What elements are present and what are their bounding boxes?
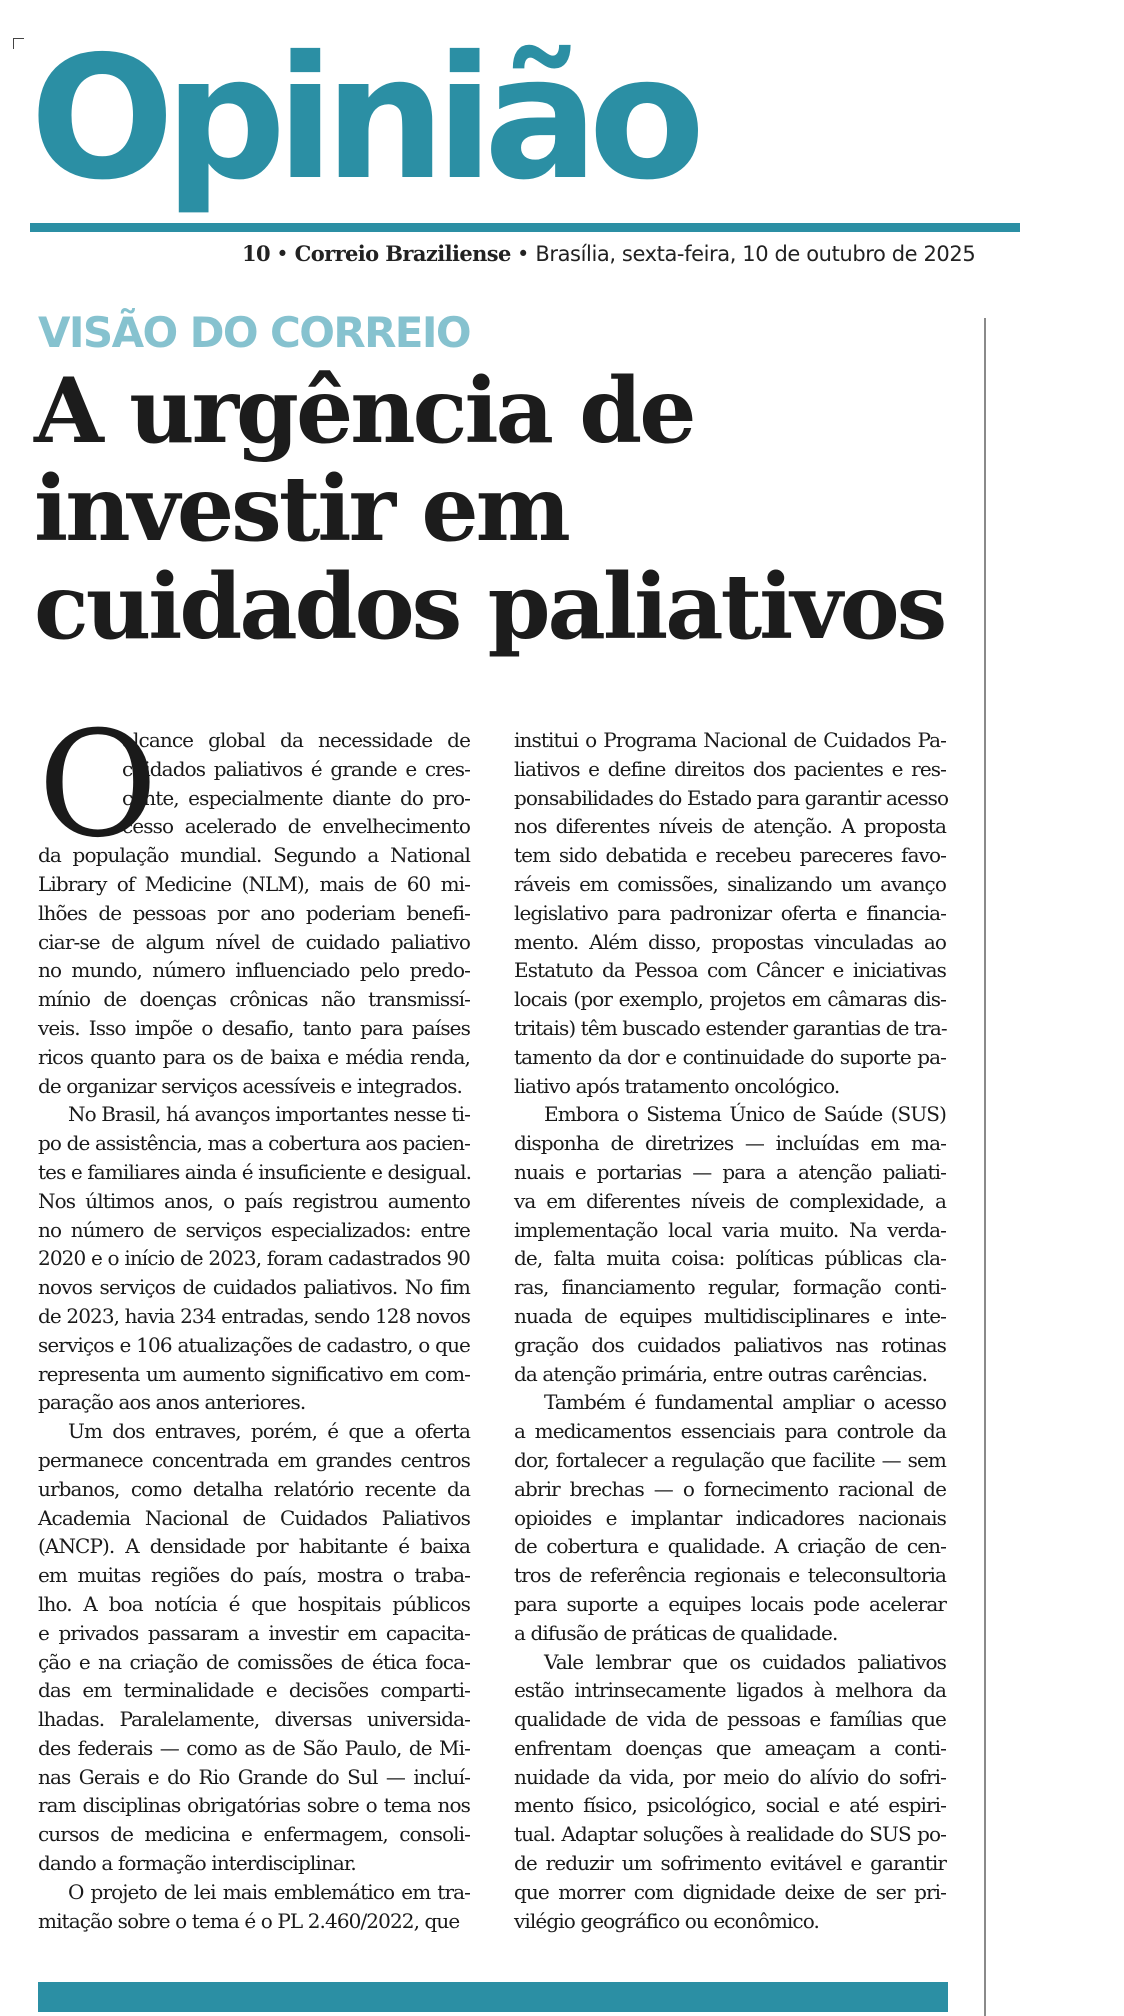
text-line: dor, fortalecer a regulação que facilite — sem	[514, 1447, 946, 1472]
section-title: Opinião	[30, 20, 696, 218]
text-line: mento físico, psicológico, social e até espiri-	[514, 1793, 946, 1818]
kicker: VISÃO DO CORREIO	[38, 308, 471, 357]
text-line: va em diferentes níveis de complexidade, a	[514, 1188, 946, 1213]
drop-cap: O	[38, 700, 158, 870]
newspaper-name: Correio Braziliense	[294, 241, 511, 266]
text-line: locais (por exemplo, projetos em câmaras dis-	[514, 987, 946, 1012]
text-line: liativo após tratamento oncológico.	[514, 1073, 840, 1098]
text-line: disponha de diretrizes — incluídas em ma-	[514, 1131, 946, 1156]
text-line: de cobertura e qualidade. A criação de cen-	[514, 1534, 946, 1559]
dateline	[230, 236, 983, 272]
text-line: para suporte a equipes locais pode acelerar	[514, 1591, 946, 1616]
text-line: mitação sobre o tema é o PL 2.460/2022, que	[38, 1908, 460, 1933]
text-line: nas Gerais e do Rio Grande do Sul — incluí-	[38, 1764, 470, 1789]
text-line: em muitas regiões do país, mostra o traba-	[38, 1563, 470, 1588]
text-line: opioides e implantar indicadores nacionais	[514, 1505, 946, 1530]
text-line: tros de referência regionais e teleconsultoria	[514, 1563, 946, 1588]
text-line: ponsabilidades do Estado para garantir acesso	[514, 785, 949, 810]
text-line: 2020 e o início de 2023, foram cadastrados 90	[38, 1246, 470, 1271]
text-line: liativos e define direitos dos pacientes e res-	[514, 756, 946, 781]
column-divider	[984, 318, 986, 2016]
text-line: abrir brechas — o fornecimento racional de	[514, 1476, 946, 1501]
text-line: implementação local varia muito. Na verda-	[514, 1217, 946, 1242]
text-line: Estatuto da Pessoa com Câncer e iniciativas	[514, 958, 946, 983]
text-line: cursos de medicina e enfermagem, consoli-	[38, 1822, 470, 1847]
text-line: que morrer com dignidade deixe de ser pri-	[514, 1879, 946, 1904]
text-line: cesso acelerado de envelhecimento	[122, 814, 470, 839]
text-line: tes e familiares ainda é insuficiente e desigual.	[38, 1159, 472, 1184]
text-line: mínio de doenças crônicas não transmissí-	[38, 987, 470, 1012]
text-line: nuidade da vida, por meio do alívio do sofri-	[514, 1764, 946, 1789]
dateline-separator: •	[510, 242, 536, 266]
text-line: lho. A boa notícia é que hospitais públicos	[38, 1591, 470, 1616]
text-line: de reduzir um sofrimento evitável e garantir	[514, 1851, 946, 1876]
text-line: lhadas. Paralelamente, diversas universida-	[38, 1707, 470, 1732]
text-line: Academia Nacional de Cuidados Paliativos	[38, 1505, 470, 1530]
text-line: nos diferentes níveis de atenção. A proposta	[514, 814, 946, 839]
text-line: da atenção primária, entre outras carências.	[514, 1361, 928, 1386]
text-line: ção e na criação de comissões de ética foca-	[38, 1649, 470, 1674]
text-line: No Brasil, há avanços importantes nesse ti-	[68, 1102, 470, 1127]
text-line: tem sido debatida e recebeu pareceres favo-	[514, 843, 946, 868]
text-line: ciar-se de algum nível de cuidado paliativo	[38, 929, 470, 954]
masthead	[30, 20, 1020, 266]
text-line: cuidados paliativos é grande e cres-	[122, 756, 470, 781]
text-line: mento. Além disso, propostas vinculadas ao	[514, 929, 946, 954]
text-line: a difusão de práticas de qualidade.	[514, 1620, 838, 1645]
text-line: veis. Isso impõe o desafio, tanto para países	[38, 1015, 470, 1040]
text-line: (ANCP). A densidade por habitante é baixa	[38, 1534, 470, 1559]
text-line: permanece concentrada em grandes centros	[38, 1447, 470, 1472]
text-line: ricos quanto para os de baixa e média renda,	[38, 1044, 470, 1069]
text-line: nuais e portarias — para a atenção paliati-	[514, 1159, 946, 1184]
text-line: de 2023, havia 234 entradas, sendo 128 novos	[38, 1303, 470, 1328]
page-number: 10	[242, 241, 271, 266]
article-column-left	[38, 700, 472, 1935]
text-line: vilégio geográfico ou econômico.	[514, 1908, 819, 1933]
text-line: Um dos entraves, porém, é que a oferta	[68, 1419, 470, 1444]
text-line: novos serviços de cuidados paliativos. No fim	[38, 1275, 470, 1300]
text-line: institui o Programa Nacional de Cuidados Pa-	[514, 728, 946, 752]
dateline-separator: •	[270, 242, 295, 266]
text-line: Embora o Sistema Único de Saúde (SUS)	[544, 1102, 946, 1127]
text-line: da população mundial. Segundo a National	[38, 843, 470, 868]
text-line: e privados passaram a investir em capacita-	[38, 1620, 470, 1645]
text-line: qualidade de vida de pessoas e famílias que	[514, 1707, 946, 1732]
text-line: no mundo, número influenciado pelo predo-	[38, 958, 470, 983]
text-line: alcance global da necessidade de	[122, 728, 470, 752]
text-line: Nos últimos anos, o país registrou aumento	[38, 1188, 470, 1213]
text-line: de, falta muita coisa: políticas públicas cla-	[514, 1246, 946, 1271]
text-line: tual. Adaptar soluções à realidade do SUS po-	[514, 1822, 946, 1847]
crop-mark	[13, 38, 24, 49]
text-line: tamento da dor e continuidade do suporte pa-	[514, 1044, 946, 1069]
text-line: O projeto de lei mais emblemático em tra-	[68, 1879, 470, 1904]
text-line: legislativo para padronizar oferta e financia-	[514, 900, 946, 925]
text-line: lhões de pessoas por ano poderiam benefi-	[38, 900, 470, 925]
text-line: des federais — como as de São Paulo, de Mi-	[38, 1735, 470, 1760]
text-line: das em terminalidade e decisões comparti-	[38, 1678, 470, 1703]
text-line: de organizar serviços acessíveis e integrados.	[38, 1073, 462, 1098]
text-line: paração aos anos anteriores.	[38, 1390, 306, 1415]
headline-line: A urgência de	[34, 358, 694, 464]
text-line: representa um aumento significativo em com-	[38, 1361, 470, 1386]
text-line: po de assistência, mas a cobertura aos pacien-	[38, 1131, 470, 1156]
article-column-right	[514, 726, 949, 1935]
headline-line: cuidados paliativos	[34, 554, 945, 660]
headline	[34, 358, 964, 660]
text-line: ras, financiamento regular, formação conti-	[514, 1275, 946, 1300]
text-line: urbanos, como detalha relatório recente da	[38, 1476, 470, 1501]
text-line: a medicamentos essenciais para controle da	[514, 1419, 946, 1444]
masthead-rule	[30, 223, 1020, 232]
text-line: Também é fundamental ampliar o acesso	[544, 1390, 946, 1415]
text-line: cente, especialmente diante do pro-	[122, 785, 470, 810]
text-line: ráveis em comissões, sinalizando um avanço	[514, 871, 946, 896]
text-line: serviços e 106 atualizações de cadastro, o que	[38, 1332, 470, 1357]
text-line: Vale lembrar que os cuidados paliativos	[544, 1649, 946, 1674]
text-line: estão intrinsecamente ligados à melhora da	[514, 1678, 946, 1703]
headline-line: investir em	[34, 456, 568, 562]
text-line: gração dos cuidados paliativos nas rotinas	[514, 1332, 946, 1357]
text-line: tritais) têm buscado estender garantias de tra-	[514, 1015, 947, 1040]
text-line: nuada de equipes multidisciplinares e inte-	[514, 1303, 946, 1328]
publication-date: Brasília, sexta-feira, 10 de outubro de 2025	[535, 242, 976, 266]
text-line: no número de serviços especializados: entre	[38, 1217, 470, 1242]
text-line: ram disciplinas obrigatórias sobre o tema nos	[38, 1793, 470, 1818]
footer-bar	[38, 1982, 948, 2012]
text-line: enfrentam doenças que ameaçam a conti-	[514, 1735, 946, 1760]
text-line: Library of Medicine (NLM), mais de 60 mi-	[38, 871, 470, 896]
text-line: dando a formação interdisciplinar.	[38, 1851, 356, 1876]
